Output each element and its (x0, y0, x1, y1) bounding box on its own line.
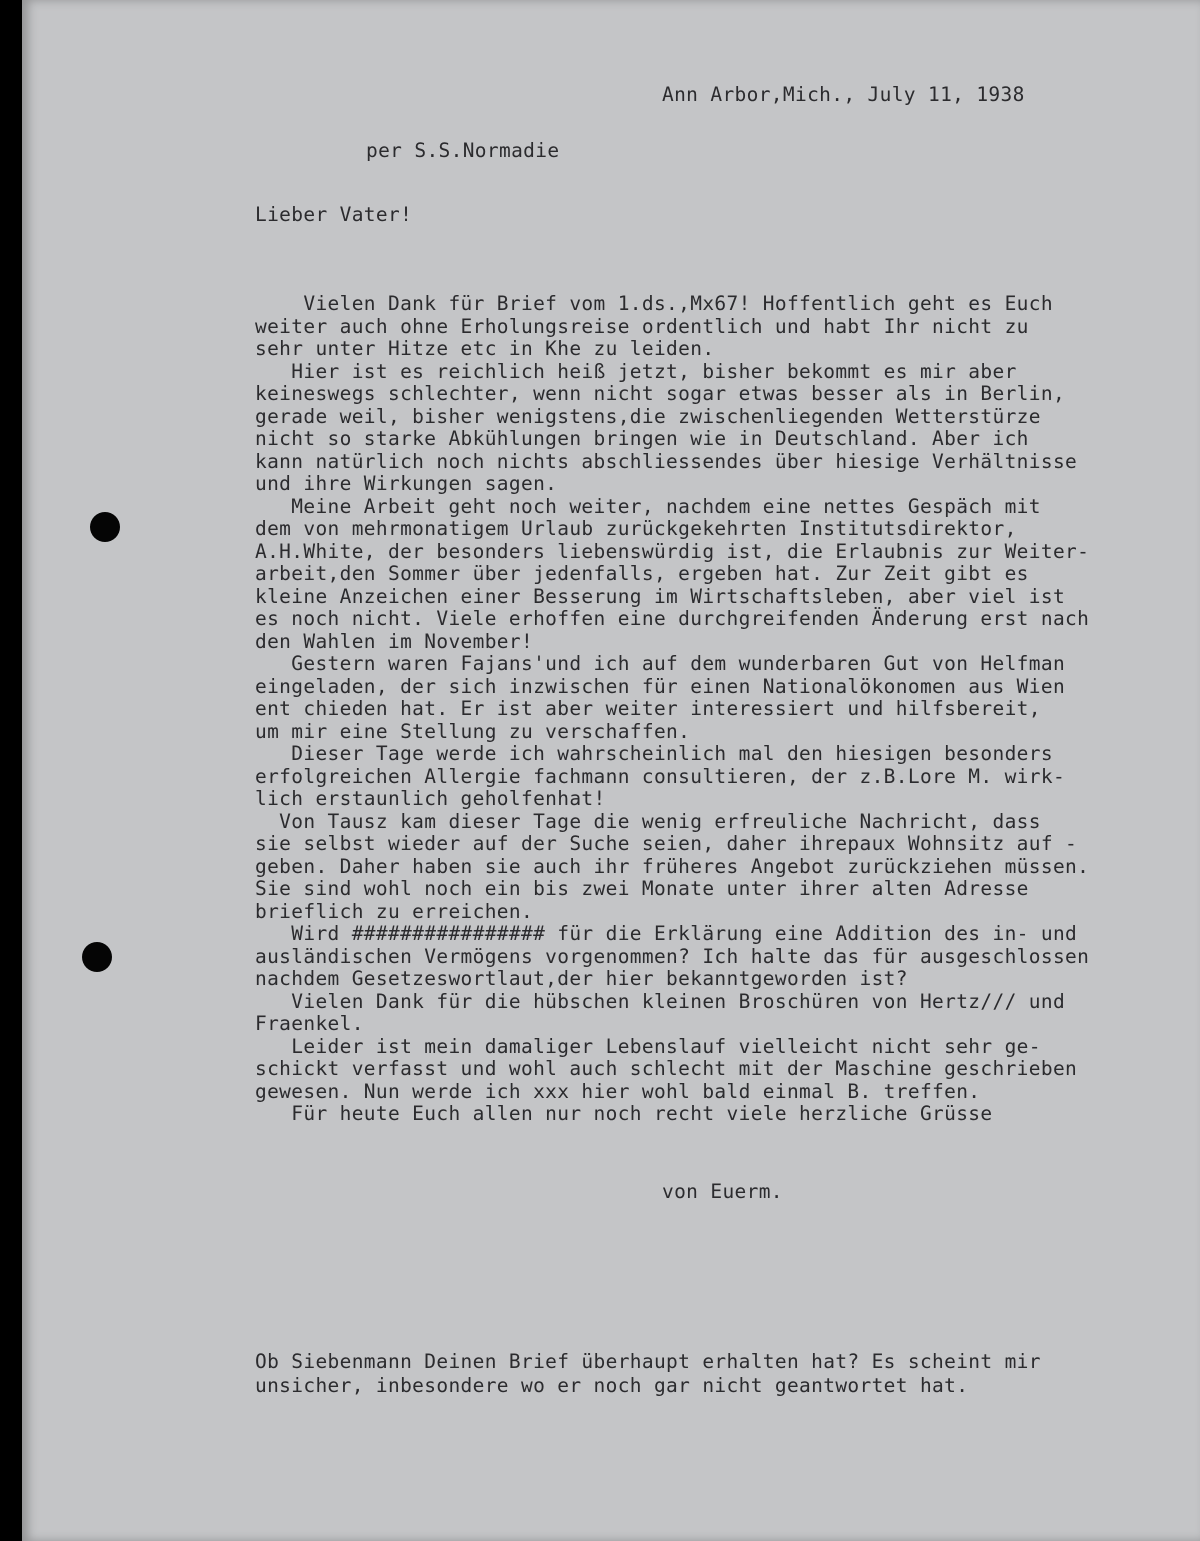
text-line: sie selbst wieder auf der Suche seien, daher ihrepaux Wohnsitz auf - (255, 832, 1078, 855)
text-line: A.H.White, der besonders liebenswürdig ist, die Erlaubnis zur Weiter- (255, 539, 1090, 563)
text-line: geben. Daher haben sie auch ihr früheres Angebot zurückziehen müssen. (255, 854, 1090, 878)
letter-body (255, 293, 1089, 1126)
text-line: ausländischen Vermögens vorgenommen? Ich halte das für ausgeschlossen (255, 944, 1090, 968)
text-line: Leider ist mein damaliger Lebenslauf vielleicht nicht sehr ge- (255, 1034, 1041, 1058)
text-line: kann natürlich noch nichts abschliessendes über hiesige Verhältnisse (255, 449, 1078, 473)
text-line: brieflich zu erreichen. (255, 899, 534, 923)
text-line: Ob Siebenmann Deinen Brief überhaupt erhalten hat? Es scheint mir (255, 1350, 1041, 1373)
salutation: Lieber Vater! (255, 203, 413, 226)
text-line: lich erstaunlich geholfenhat! (255, 787, 606, 810)
text-line: keineswegs schlechter, wenn nicht sogar etwas besser als in Berlin, (255, 382, 1066, 405)
text-line: erfolgreichen Allergie fachmann consultieren, der z.B.Lore M. wirk- (255, 764, 1066, 788)
text-line: dem von mehrmonatigem Urlaub zurückgekehrten Institutsdirektor, (255, 517, 1017, 540)
text-line: schickt verfasst und wohl auch schlecht mit der Maschine geschrieben (255, 1057, 1078, 1080)
text-line: sehr unter Hitze etc in Khe zu leiden. (255, 337, 715, 360)
text-line: um mir eine Stellung zu verschaffen. (255, 719, 691, 743)
closing: von Euerm. (662, 1180, 783, 1203)
text-line: nachdem Gesetzeswortlaut,der hier bekanntgeworden ist? (255, 967, 908, 990)
text-line: Meine Arbeit geht noch weiter, nachdem eine nettes Gespäch mit (255, 494, 1041, 518)
shipping-note: per S.S.Normadie (366, 139, 560, 162)
text-line: gewesen. Nun werde ich xxx hier wohl bald einmal B. treffen. (255, 1079, 981, 1103)
text-line: ent chieden hat. Er ist aber weiter interessiert und hilfsbereit, (255, 697, 1041, 720)
text-line: es noch nicht. Viele erhoffen eine durchgreifenden Änderung erst nach (255, 607, 1090, 630)
text-line: Fraenkel. (255, 1012, 364, 1035)
text-line: weiter auch ohne Erholungsreise ordentlich und habt Ihr nicht zu (255, 314, 1029, 338)
text-line: gerade weil, bisher wenigstens,die zwischenliegenden Wetterstürze (255, 404, 1041, 428)
text-line: kleine Anzeichen einer Besserung im Wirtschaftsleben, aber viel ist (255, 584, 1066, 608)
text-line: Wird ################ für die Erklärung eine Addition des in- und (255, 922, 1078, 945)
text-line: Vielen Dank für Brief vom 1.ds.,Mx67! Hoffentlich geht es Euch (255, 292, 1053, 315)
dateline: Ann Arbor,Mich., July 11, 1938 (662, 83, 1025, 106)
text-line: eingeladen, der sich inzwischen für einen Nationalökonomen aus Wien (255, 674, 1066, 698)
text-line: arbeit,den Sommer über jedenfalls, ergeben hat. Zur Zeit gibt es (255, 562, 1029, 585)
text-line: Dieser Tage werde ich wahrscheinlich mal den hiesigen besonders (255, 742, 1053, 765)
postscript (255, 1350, 1041, 1398)
text-line: unsicher, inbesondere wo er noch gar nicht geantwortet hat. (255, 1374, 969, 1397)
text-line: Für heute Euch allen nur noch recht viele herzliche Grüsse (255, 1102, 993, 1125)
text-line: Gestern waren Fajans'und ich auf dem wunderbaren Gut von Helfman (255, 652, 1066, 675)
text-line: Sie sind wohl noch ein bis zwei Monate unter ihrer alten Adresse (255, 877, 1029, 900)
text-line: Hier ist es reichlich heiß jetzt, bisher bekommt es mir aber (255, 359, 1017, 383)
text-line: den Wahlen im November! (255, 629, 534, 653)
letter-page (22, 0, 1200, 1541)
punch-hole-bottom (82, 942, 112, 972)
text-line: Von Tausz kam dieser Tage die wenig erfreuliche Nachricht, dass (255, 809, 1041, 833)
text-line: nicht so starke Abkühlungen bringen wie in Deutschland. Aber ich (255, 427, 1029, 450)
text-line: und ihre Wirkungen sagen. (255, 472, 558, 495)
text-line: Vielen Dank für die hübschen kleinen Broschüren von Hertz/// und (255, 989, 1066, 1013)
punch-hole-top (90, 512, 120, 542)
